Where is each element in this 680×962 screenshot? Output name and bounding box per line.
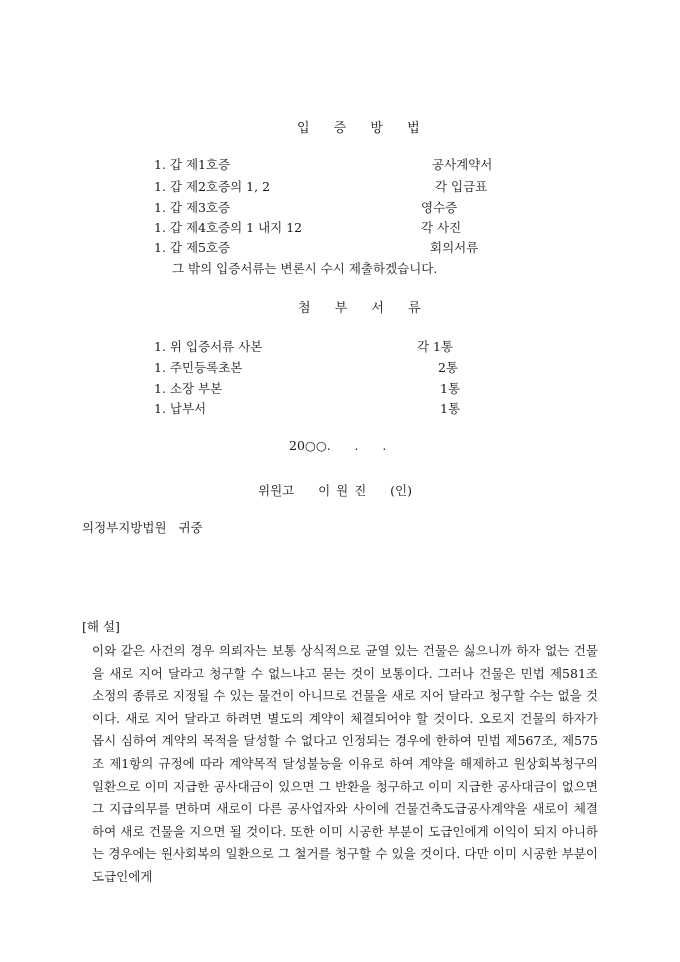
filing-date: 20○○. . . — [289, 438, 387, 453]
evidence-item-label: 1. 갑 제1호증 — [154, 157, 231, 172]
attachments-title: 첨 부 서 류 — [298, 301, 431, 316]
attachment-item-value: 1통 — [440, 401, 461, 416]
evidence-item-label: 1. 갑 제3호증 — [154, 200, 231, 215]
attachment-item-label: 1. 주민등록초본 — [154, 360, 243, 375]
evidence-item — [154, 218, 514, 238]
evidence-item-label: 1. 갑 제2호증의 1, 2 — [154, 179, 271, 194]
evidence-item — [154, 155, 514, 175]
evidence-item-label: 1. 갑 제4호증의 1 내지 12 — [154, 220, 303, 235]
evidence-note: 그 밖의 입증서류는 변론시 수시 제출하겠습니다. — [172, 261, 438, 276]
evidence-item-value: 공사계약서 — [432, 157, 493, 172]
court-addressee: 의정부지방법원 귀중 — [82, 520, 203, 535]
attachment-item — [154, 337, 514, 357]
plaintiff-signature: 위원고 이 원 진 (인) — [258, 483, 413, 498]
attachment-item-label: 1. 위 입증서류 사본 — [154, 339, 263, 354]
evidence-item-value: 회의서류 — [430, 240, 479, 255]
evidence-item-label: 1. 갑 제5호증 — [154, 240, 231, 255]
attachment-item-label: 1. 소장 부본 — [154, 381, 223, 396]
attachment-item-label: 1. 납부서 — [154, 401, 207, 416]
evidence-item — [154, 177, 514, 197]
evidence-title: 입 증 방 법 — [297, 121, 430, 136]
evidence-item-value: 각 입금표 — [435, 179, 488, 194]
evidence-item-value: 각 사진 — [421, 220, 462, 235]
attachment-item-value: 1통 — [440, 381, 461, 396]
attachment-item — [154, 358, 514, 378]
evidence-item — [154, 238, 514, 258]
attachment-item-value: 2통 — [438, 360, 459, 375]
commentary-body: 이와 같은 사건의 경우 의뢰자는 보통 상식적으로 균열 있는 건물은 싫으니까 하자 없는 건물을 새로 지어 달라고 청구할 수 없느냐고 묻는 것이 보통이다. 그러나 건물은 민법 제581조 소정의 종류로 지정될 수 있는 물건이 아니므로 건물을 새로 지어 달라고 청구할 수는 없을 것이다. 새로 지어 달라고 하려면 별도의 계약이 체결되어야 할 것이다. 오로지 건물의 하자가 몹시 심하여 계약의 목적을 달성할 수 없다고 인정되는 경우에 한하여 민법 제567조, 제575조 제1항의 규정에 따라 계약목적 달성불능을 이유로 하여 계약을 해제하고 원상회복청구의 일환으로 이미 지급한 공사대금이 있으면 그 반환을 청구하고 이미 지급한 공사대금이 없으면 그 지급의무를 면하며 새로이 다른 공사업자와 사이에 건물건축도급공사계약을 새로이 체결하여 새로 건물을 지으면 될 것이다. 또한 이미 시공한 부분이 도급인에게 이익이 되지 아니하는 경우에는 원사회복의 일환으로 그 철거를 청구할 수 있을 것이다. 다만 이미 시공한 부분이 도급인에게 — [92, 643, 598, 884]
attachment-item — [154, 399, 514, 419]
attachment-item-value: 각 1통 — [417, 339, 454, 354]
evidence-item — [154, 198, 514, 218]
attachment-item — [154, 379, 514, 399]
evidence-item-value: 영수증 — [421, 200, 458, 215]
commentary-heading: [해 설] — [82, 619, 120, 634]
